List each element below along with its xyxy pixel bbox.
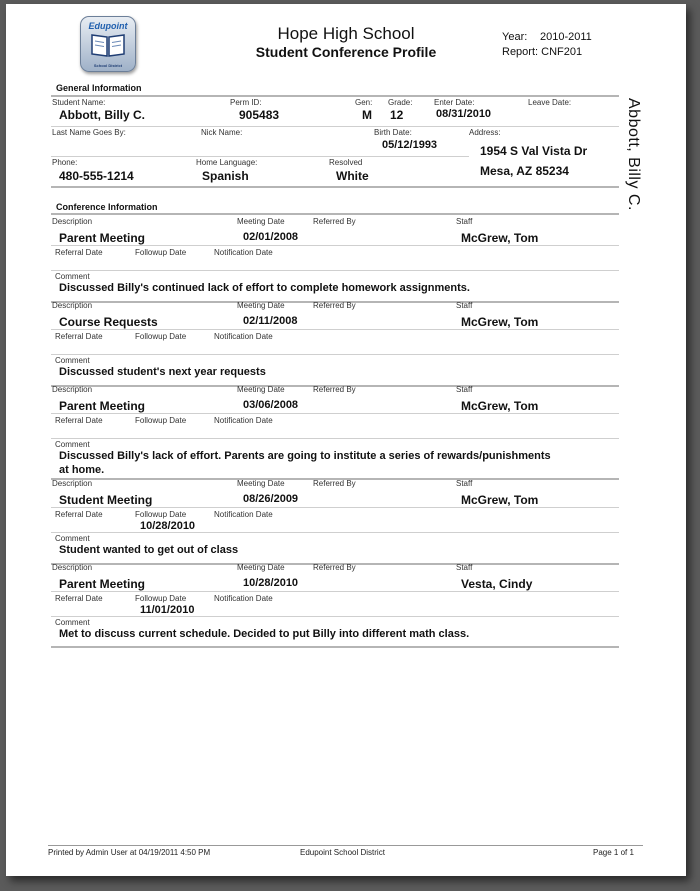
general-top-rule: [51, 95, 619, 97]
record-staff: McGrew, Tom: [461, 315, 539, 329]
phone: 480-555-1214: [59, 169, 134, 183]
record-meeting-date: 02/11/2008: [243, 315, 298, 327]
resolved-race: White: [336, 169, 369, 183]
general-bottom-rule: [51, 186, 619, 188]
year-row: Year: 2010-2011: [502, 31, 592, 43]
record-description: Parent Meeting: [59, 577, 146, 591]
report-code: CNF201: [541, 46, 583, 58]
printed-by: Printed by Admin User at 04/19/2011 4:50 PM: [48, 848, 211, 857]
record-staff: Vesta, Cindy: [461, 577, 533, 591]
conference-record: Description Parent Meeting Meeting Date 10/28/2010 Referred By Staff Vesta, Cindy Referral Date Followup Date 11/01/2010 Notification Date Comment Met to discuss current schedule. Decided to put Billy into different math class.: [6, 561, 686, 643]
school-name: Hope High School: [277, 24, 415, 43]
student-name: Abbott, Billy C.: [59, 108, 145, 122]
address-line1: 1954 S Val Vista Dr: [480, 144, 588, 158]
enter-date: 08/31/2010: [436, 108, 492, 120]
record-description: Student Meeting: [59, 493, 153, 507]
record-comment: Student wanted to get out of class: [59, 544, 239, 556]
address-line2: Mesa, AZ 85234: [480, 164, 569, 178]
record-comment: Discussed Billy's lack of effort. Parents are going to institute a series of rewards/punishments: [59, 450, 551, 462]
record-followup-date: 11/01/2010: [140, 604, 195, 616]
record-followup-date: 10/28/2010: [140, 520, 196, 532]
year-value: 2010-2011: [540, 31, 592, 43]
record-comment: Met to discuss current schedule. Decided to put Billy into different math class.: [59, 628, 470, 640]
gender: M: [362, 108, 372, 122]
record-meeting-date: 03/06/2008: [243, 399, 299, 411]
report-page: Edupoint School District Hope High School Student Conference Profile Year: 2010-2011 Report: CNF201 Abbott, Billy C. General Information Student Name: Abbott, Billy C. Perm ID: 905483 Gen: M Grade: 12 Enter Date: 08/31/2010 Leave Date: Last Name Goes By: Nick Name: Birth Date: 05/12/1993 Address: 1954 S Val Vista Dr Mesa, AZ 85234 Phone: 480-555-1214 Home Language: Spanish Resolved White Conference Information Description Parent Meeting Meeting Date 02/01/2008 Referred By Staff McGrew, Tom Referral Date Followup Date Notification Date Comment Discussed Billy's continued lack of effort to complete homework assignments. Description Course Requests Meeting Date 02/11/2008 Referred By Staff McGrew, Tom Referral Date Followup Date Notification Date Comment Discussed student's next year requests Description Parent Meeting Meeting Date 03/06/2008 Referred By Staff McGrew, Tom Referral Date Followup Date Notification Date Comment Discussed Billy's lack of effort. Parents are going to institute a series of rewards/punishments at home. Description Student Meeting Meeting Date 08/26/2009 Referred By Staff McGrew, Tom Referral Date Followup Date 10/28/2010 Notification Date Comment Student wanted to get out of class Description Parent Meeting Meeting Date 10/28/2010 Referred By Staff Vesta, Cindy Referral Date Followup Date 11/01/2010 Notification Date Comment Met to discuss current schedule. Decided to put Billy into different math class. Printed by Admin User at 04/19/2011 4:50 PM Edupoint School District Page 1 of 1: [6, 4, 686, 876]
birth-date: 05/12/1993: [382, 139, 438, 151]
record-staff: McGrew, Tom: [461, 399, 539, 413]
record-staff: McGrew, Tom: [461, 493, 539, 507]
report-title: Student Conference Profile: [255, 44, 437, 60]
district-name: Edupoint School District: [300, 848, 385, 857]
record-comment: Discussed Billy's continued lack of effort to complete homework assignments.: [59, 282, 470, 294]
record-meeting-date: 08/26/2009: [243, 493, 299, 505]
record-meeting-date: 02/01/2008: [243, 231, 299, 243]
conference-record: Description Parent Meeting Meeting Date 02/01/2008 Referred By Staff McGrew, Tom Referral Date Followup Date Notification Date Comment Discussed Billy's continued lack of effort to complete homework assignments.: [6, 215, 686, 299]
page-number: Page 1 of 1: [593, 848, 634, 857]
report-row: Report: CNF201: [502, 46, 583, 58]
conference-record: Description Course Requests Meeting Date 02/11/2008 Referred By Staff McGrew, Tom Referral Date Followup Date Notification Date Comment Discussed student's next year requests: [6, 299, 686, 383]
conference-record: Description Student Meeting Meeting Date 08/26/2009 Referred By Staff McGrew, Tom Referral Date Followup Date 10/28/2010 Notification Date Comment Student wanted to get out of class: [6, 477, 686, 561]
perm-id: 905483: [239, 108, 280, 122]
conference-bottom-rule: [51, 646, 619, 648]
conference-info-title: Conference Information: [56, 202, 158, 212]
record-meeting-date: 10/28/2010: [243, 577, 299, 589]
record-description: Parent Meeting: [59, 399, 146, 413]
grade: 12: [390, 108, 404, 122]
record-description: Course Requests: [59, 315, 158, 329]
record-description: Parent Meeting: [59, 231, 146, 245]
edupoint-logo: Edupoint School District: [80, 16, 136, 72]
record-comment: Discussed student's next year requests: [59, 366, 266, 378]
book-icon: [90, 32, 126, 58]
general-info-title: General Information: [56, 83, 142, 93]
student-side-label: Abbott, Billy C.: [625, 98, 642, 211]
record-comment-line2: at home.: [59, 464, 105, 476]
home-language: Spanish: [202, 169, 249, 183]
record-staff: McGrew, Tom: [461, 231, 539, 245]
conference-record: Description Parent Meeting Meeting Date 03/06/2008 Referred By Staff McGrew, Tom Referral Date Followup Date Notification Date Comment Discussed Billy's lack of effort. Parents are going to institute a series of rewards/punishments at home.: [6, 383, 686, 477]
